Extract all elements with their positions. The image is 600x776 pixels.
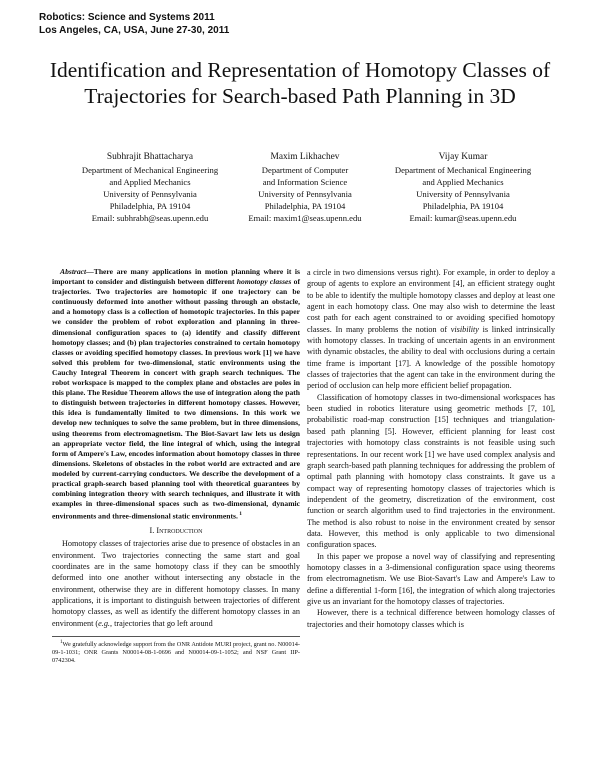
author-affiliation: University of Pennsylvania <box>258 189 352 199</box>
author-affiliation: University of Pennsylvania <box>416 189 510 199</box>
abstract-text: of trajectories. Two trajectories are homotopic if one trajectory can be continuously deformed into another without passing through an obstacle, and a homotopy class is a collection of homotopic trajectories. In this paper we consider the problem of robot exploration and planning in three-dimensional configuration spaces to (a) identify and classify different homotopy classes; and (b) plan trajectories constrained to certain homotopy classes or avoiding specified homotopy classes. In previous work [1] we have solved this problem for two-dimensional, static environments using the Cauchy Integral Theorem in concert with graph search techniques. The robot workspace is mapped to the complex plane and obstacles are poles in this plane. The Residue Theorem allows the use of integration along the path to distinguish between trajectories in different homotopy classes. However, this idea is fundamentally limited to two dimensions. In this work we develop new techniques to solve the same problem, but in three dimensions, using theorems from electromagnetism. The Biot-Savart law lets us design an appropriate vector field, the line integral of which, using the integral form of Ampere's Law, encodes information about homotopy classes in three dimensions. Skeletons of obstacles in the robot world are extracted and are modeled by current-carrying conductors. We describe the development of a practical graph-search based planning tool with theoretical guarantees by combining integration theory with search techniques, and illustrate it with examples in three-dimensional spaces such as two-dimensional, dynamic environments and three-dimensional static environments. <box>52 277 300 521</box>
body-paragraph: Classification of homotopy classes in two-dimensional workspaces has been studied in robotics literature using geometric methods [7, 10], probabilistic road-map construction [15] techniques and triangulation-based path planning [5]. However, efficient planning for least cost trajectories with homotopy class constraints is not feasible using such representations. In our recent work [1] we have used complex analysis and graph search-based path planning techniques for addressing the problem of optimal path planning with homotopy class constraints. It gave us a compact way of representing homotopy classes of trajectories which is independent of the geometry, discretization of the environment, cost function or search algorithm used to find trajectories in the environment. The method is also robust to noise in the environment created by sensor data. However, this method is only applicable to two dimensional configuration spaces. <box>307 392 555 550</box>
abstract-dash: — <box>86 267 94 276</box>
author-affiliation: and Information Science <box>262 177 348 187</box>
abstract-text: There are many applications in motion planning where it is important to consider and distinguish between different <box>52 267 300 287</box>
author-address: Philadelphia, PA 19104 <box>109 201 191 211</box>
footnote-body <box>52 639 300 666</box>
author-email: Email: kumar@seas.upenn.edu <box>409 213 517 223</box>
abstract-emphasis: homotopy classes <box>236 277 292 287</box>
intro-text: , trajectories that go left around <box>109 618 213 628</box>
right-column <box>307 267 555 630</box>
footnote <box>52 636 300 666</box>
intro-paragraph <box>52 538 300 629</box>
intro-emphasis: e.g. <box>98 618 110 628</box>
author-affiliation: Department of Computer <box>261 165 349 175</box>
conference-name: Robotics: Science and Systems 2011 <box>39 12 215 23</box>
body-paragraph: In this paper we propose a novel way of classifying and representing homotopy classes in a 3-dimensional configuration space using theorems from electromagnetism. We use Biot-Savart's Law and Ampere's Law to define a differential 1-form [16], the integration of which along trajectories give us an invariant for the homotopy classes of trajectories. <box>307 551 555 606</box>
author-name: Vijay Kumar <box>438 152 488 162</box>
author-address: Philadelphia, PA 19104 <box>422 201 504 211</box>
author-affiliation: Department of Mechanical Engineering <box>81 165 219 175</box>
author-affiliation: and Applied Mechanics <box>422 177 504 187</box>
left-column <box>52 267 300 666</box>
author-3 <box>373 151 553 224</box>
author-affiliation: Department of Mechanical Engineering <box>394 165 532 175</box>
body-text: is linked intrinsically with homotopy classes. In tracking of uncertain agents in an environment with dynamic obstacles, the ability to deal with occlusions during a certain time frame is important [17]. A knowledge of the possible homotopy classes of trajectories that the agent can take in the environment during the period of occlusion can help more efficient belief propagation. <box>307 324 555 391</box>
footnote-text: We gratefully acknowledge support from the ONR Antidote MURI project, grant no. N00014-09-1-1031; ONR Grants N00014-08-1-0696 and N00014-09-1-1052; and NSF Grant IIP-0742304. <box>52 641 300 665</box>
body-paragraph <box>307 267 555 392</box>
section-heading: I. Introduction <box>149 525 203 535</box>
author-name: Subhrajit Bhattacharya <box>106 152 194 162</box>
author-address: Philadelphia, PA 19104 <box>264 201 346 211</box>
abstract <box>52 267 300 522</box>
paper-title: Identification and Representation of Homotopy Classes of Trajectories for Search-based Path Planning in 3D <box>49 58 551 108</box>
conference-location: Los Angeles, CA, USA, June 27-30, 2011 <box>39 25 230 36</box>
body-paragraph: However, there is a technical difference between homology classes of trajectories and their homotopy classes which is <box>307 608 555 629</box>
abstract-footnote-mark: 1 <box>237 511 242 518</box>
body-text: a circle in two dimensions versus right). For example, in order to deploy a group of agents to explore an environment [4], an efficient strategy ought to be able to identify the multiple homotopy classes and deploy at least one agent in each homotopy class. One may also wish to determine the least cost path for each agent constrained to or avoiding specified homotopy classes. In many problems the notion of <box>307 268 555 334</box>
footnote-mark: 1 <box>60 639 63 645</box>
author-email: Email: maxim1@seas.upenn.edu <box>248 213 362 223</box>
conference-header <box>39 11 229 37</box>
author-affiliation: University of Pennsylvania <box>103 189 197 199</box>
author-affiliation: and Applied Mechanics <box>109 177 191 187</box>
intro-text: Homotopy classes of trajectories arise due to presence of obstacles in an environment. Two trajectories connecting the same start and goal coordinates are in the same homotopy class if they can be smoothly deformed into one another without intersecting any obstacle in the environment, otherwise they are in different homotopy classes. In many applications, it is important to distinguish between trajectories of different homotopy classes, as well as identify the different homotopy classes in an environment ( <box>52 539 300 628</box>
author-email: Email: subhrabh@seas.upenn.edu <box>91 213 209 223</box>
body-emphasis: visibility <box>450 324 479 334</box>
author-name: Maxim Likhachev <box>270 152 340 162</box>
author-2 <box>230 151 380 224</box>
abstract-label: Abstract <box>60 267 87 276</box>
author-1 <box>60 151 240 224</box>
